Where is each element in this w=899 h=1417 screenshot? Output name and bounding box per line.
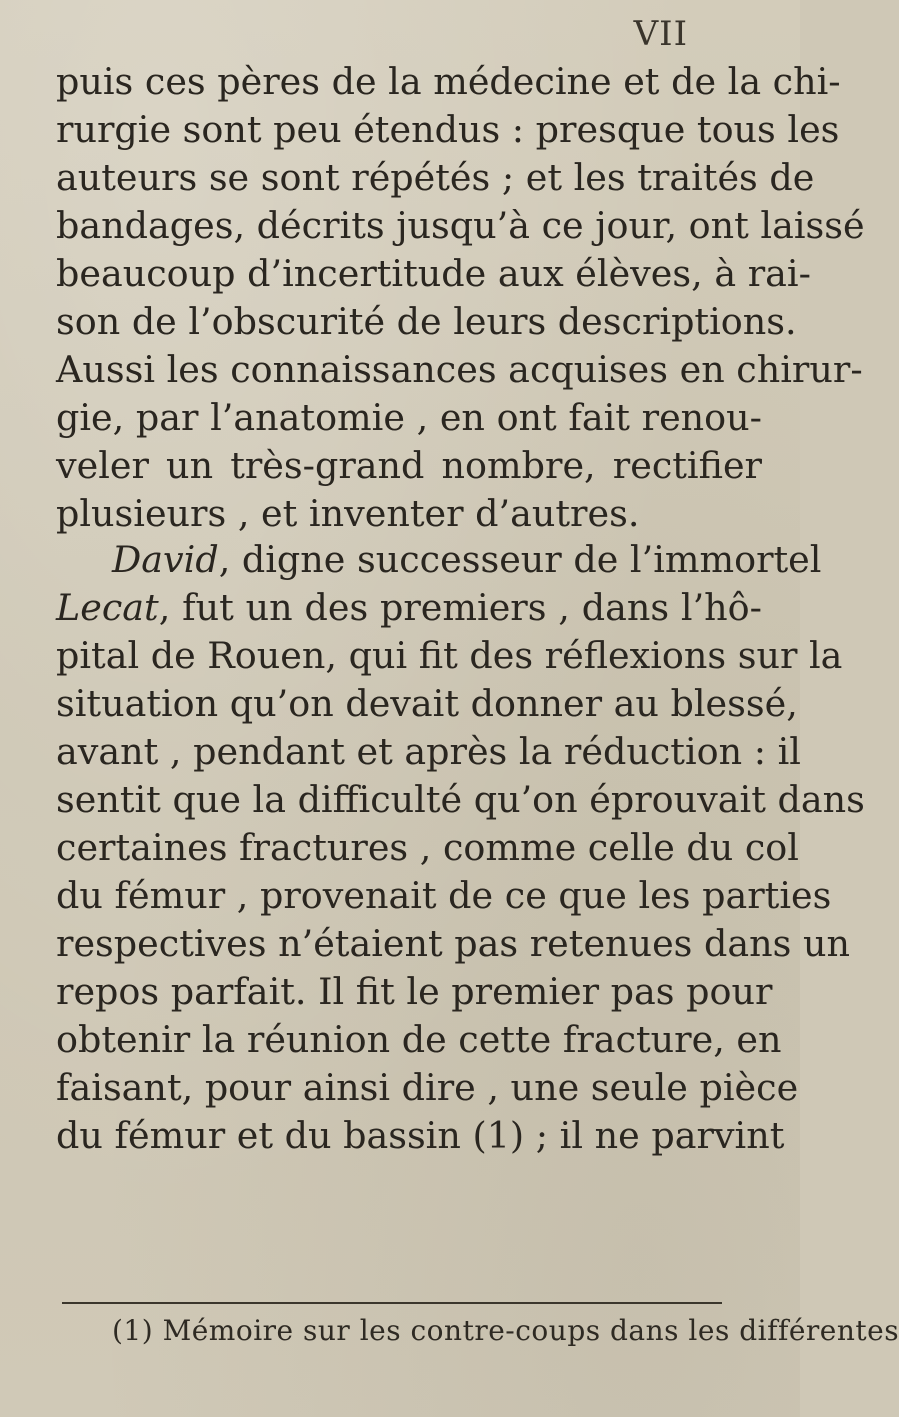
text-line <box>56 536 822 584</box>
text-line: puis ces pères de la médecine et de la chi- <box>56 60 841 103</box>
paragraph-1 <box>56 58 865 538</box>
text-line: faisant, pour ainsi dire , une seule pièce <box>56 1066 799 1109</box>
text-line: rurgie sont peu étendus : presque tous les <box>56 108 840 151</box>
footnote-divider <box>62 1302 722 1304</box>
footnote: (1) Mémoire sur les contre-coups dans les différentes <box>112 1314 899 1347</box>
text-line: pital de Rouen, qui fit des réflexions sur la <box>56 634 843 677</box>
text-fragment: , fut un des premiers , dans l’hô- <box>158 586 762 629</box>
text-line: Aussi les connaissances acquises en chirur- <box>56 348 863 391</box>
text-line: bandages, décrits jusqu’à ce jour, ont laissé <box>56 204 865 247</box>
text-line: certaines fractures , comme celle du col <box>56 826 799 869</box>
text-line: du fémur et du bassin (1) ; il ne parvint <box>56 1114 785 1157</box>
text-line: du fémur , provenait de ce que les parties <box>56 874 832 917</box>
text-line: repos parfait. Il fit le premier pas pour <box>56 970 773 1013</box>
text-line: son de l’obscurité de leurs descriptions. <box>56 300 797 343</box>
text-line: beaucoup d’incertitude aux élèves, à rai- <box>56 252 811 295</box>
text-line: obtenir la réunion de cette fracture, en <box>56 1018 782 1061</box>
text-line: respectives n’étaient pas retenues dans un <box>56 922 850 965</box>
text-line: auteurs se sont répétés ; et les traités de <box>56 156 815 199</box>
text-line: avant , pendant et après la réduction : il <box>56 730 801 773</box>
text-line: situation qu’on devait donner au blessé, <box>56 682 798 725</box>
person-name: Lecat <box>56 586 159 629</box>
text-line <box>56 584 762 632</box>
text-line: sentit que la difficulté qu’on éprouvait dans <box>56 778 865 821</box>
paragraph-2 <box>56 536 865 1160</box>
page-number: VII <box>633 14 688 54</box>
person-name: David <box>112 538 219 581</box>
text-fragment: , digne successeur de l’immortel <box>218 538 822 581</box>
text-line: gie, par l’anatomie , en ont fait renou- <box>56 396 762 439</box>
text-line: plusieurs , et inventer d’autres. <box>56 492 640 535</box>
text-line: veler un très-grand nombre, rectifier <box>56 444 762 487</box>
